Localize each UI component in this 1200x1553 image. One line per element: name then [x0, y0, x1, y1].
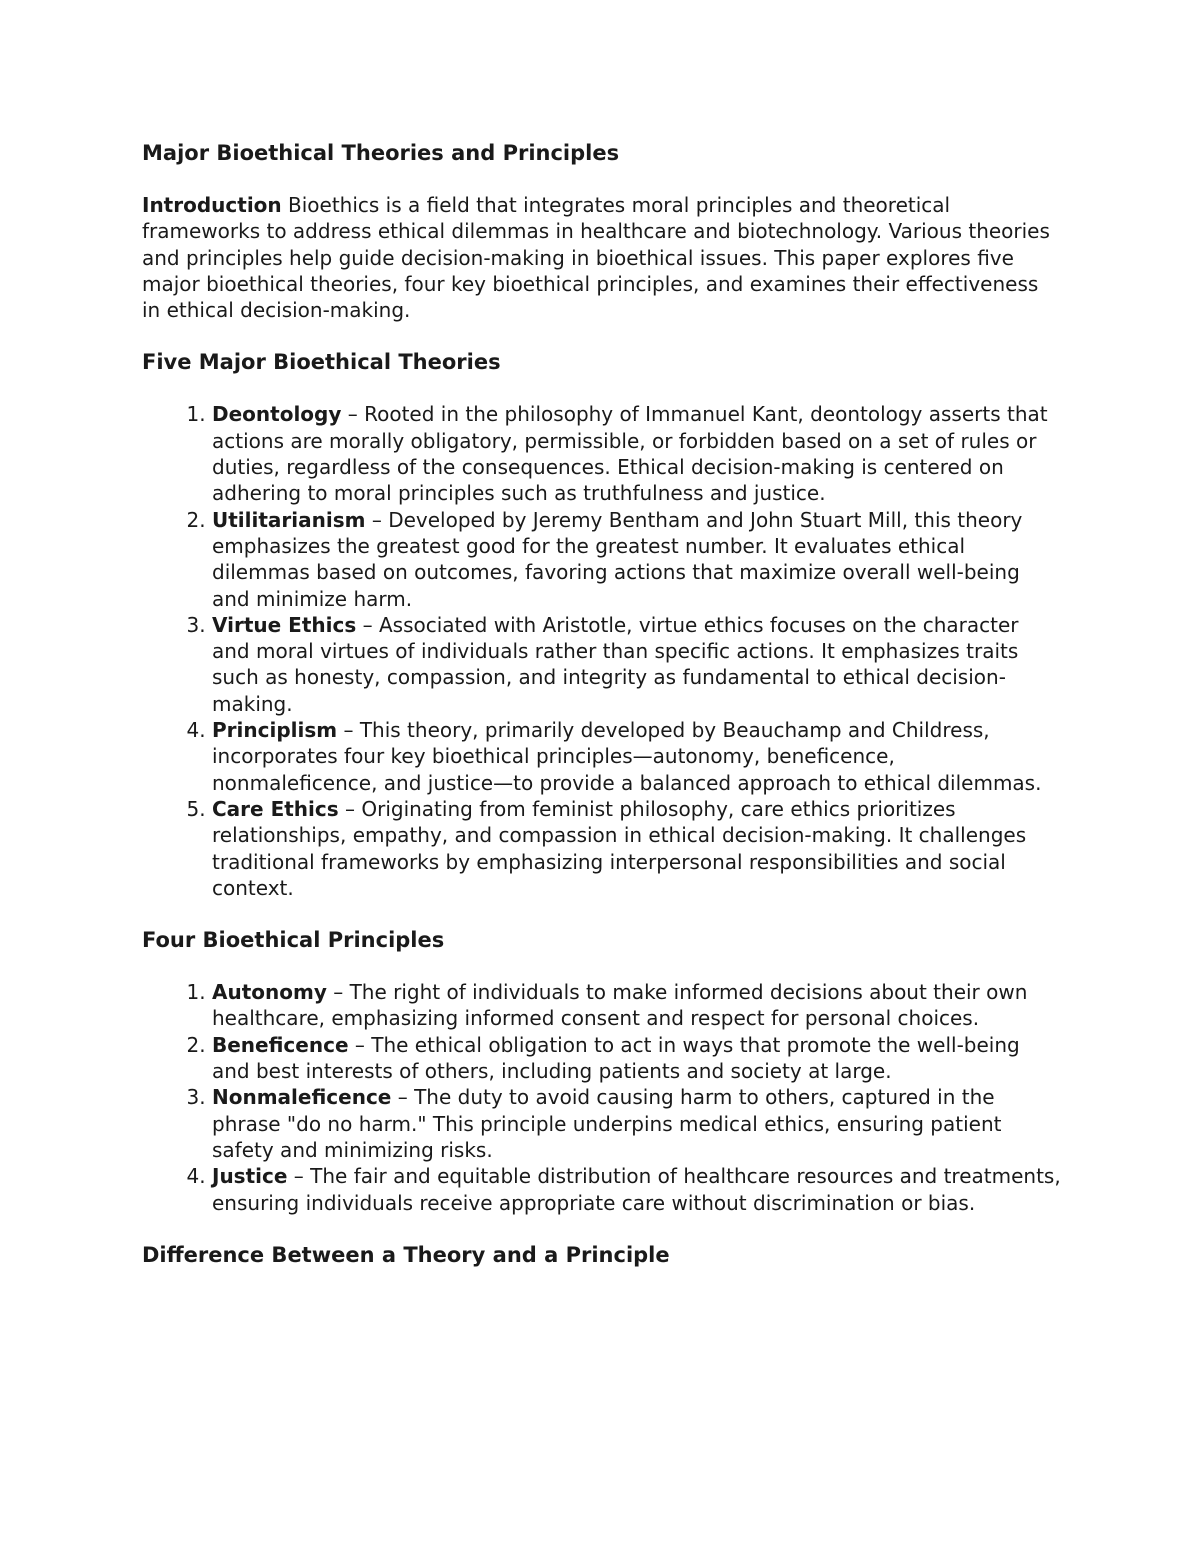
list-item [212, 507, 1062, 612]
theory-description: – Associated with Aristotle, virtue ethics focuses on the character and moral virtues of individuals rather than specific actions. It emphasizes traits such as honesty, compassion, and integrity as fundamental to ethical decision-making. [212, 612, 1019, 716]
theory-description: – Developed by Jeremy Bentham and John Stuart Mill, this theory emphasizes the greatest good for the greatest number. It evaluates ethical dilemmas based on outcomes, favoring actions that maximize overall well-being and minimize harm. [212, 507, 1023, 611]
list-item [212, 979, 1062, 1032]
principle-term-nonmaleficence: Nonmaleficence [212, 1085, 392, 1110]
theory-term-virtue-ethics: Virtue Ethics [212, 612, 357, 637]
difference-heading: Difference Between a Theory and a Principle [142, 1242, 670, 1267]
theory-term-deontology: Deontology [212, 402, 342, 427]
list-item [212, 796, 1062, 901]
theories-heading: Five Major Bioethical Theories [142, 350, 501, 375]
list-item [212, 1163, 1062, 1216]
theory-term-principlism: Principlism [212, 718, 338, 743]
principle-term-autonomy: Autonomy [212, 980, 327, 1005]
principles-heading: Four Bioethical Principles [142, 928, 445, 953]
theory-term-utilitarianism: Utilitarianism [212, 507, 366, 532]
document-title: Major Bioethical Theories and Principles [142, 141, 620, 165]
list-item [212, 401, 1062, 506]
theory-description: – Originating from feminist philosophy, care ethics prioritizes relationships, empathy, and compassion in ethical decision-making. It challenges traditional frameworks by emphasizing interpersonal responsibilities and social context. [212, 796, 1027, 900]
principle-description: – The ethical obligation to act in ways that promote the well-being and best interests of others, including patients and society at large. [212, 1032, 1020, 1084]
introduction-text: Bioethics is a field that integrates moral principles and theoretical frameworks to address ethical dilemmas in healthcare and biotechnology. Various theories and principles help guide decision-making in bioethical issues. This paper explores five major bioethical theories, four key bioethical principles, and examines their effectiveness in ethical decision-making. [142, 193, 1050, 323]
theory-description: – Rooted in the philosophy of Immanuel Kant, deontology asserts that actions are morally obligatory, permissible, or forbidden based on a set of rules or duties, regardless of the consequences. Ethical decision-making is centered on adhering to moral principles such as truthfulness and justice. [212, 402, 1048, 506]
list-item [212, 717, 1062, 796]
principle-description: – The duty to avoid causing harm to others, captured in the phrase "do no harm." This principle underpins medical ethics, ensuring patient safety and minimizing risks. [212, 1085, 1002, 1162]
list-item [212, 1084, 1062, 1163]
principle-term-justice: Justice [212, 1164, 288, 1189]
list-item [212, 1032, 1062, 1085]
document-page [142, 138, 1062, 1270]
principles-list [142, 979, 1062, 1216]
list-item [212, 612, 1062, 717]
introduction-paragraph [142, 192, 1062, 323]
theory-description: – This theory, primarily developed by Beauchamp and Childress, incorporates four key bioethical principles—autonomy, beneficence, nonmaleficence, and justice—to provide a balanced approach to ethical dilemmas. [212, 718, 1042, 795]
principle-description: – The right of individuals to make informed decisions about their own healthcare, emphasizing informed consent and respect for personal choices. [212, 980, 1028, 1031]
theories-list [142, 401, 1062, 901]
principle-description: – The fair and equitable distribution of healthcare resources and treatments, ensuring individuals receive appropriate care without discrimination or bias. [212, 1164, 1061, 1215]
introduction-label: Introduction [142, 193, 282, 217]
theory-term-care-ethics: Care Ethics [212, 796, 339, 821]
principle-term-beneficence: Beneficence [212, 1032, 349, 1057]
